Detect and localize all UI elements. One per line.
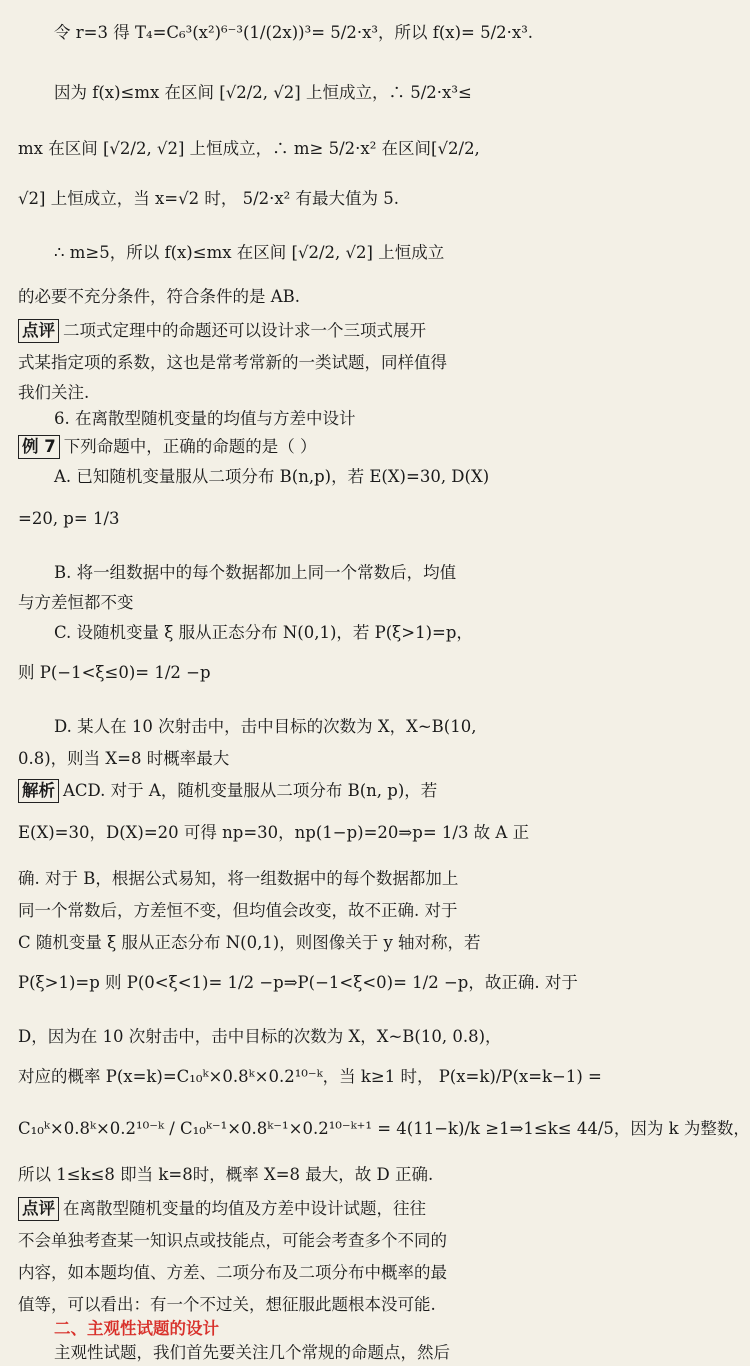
- text-line: [0, 714, 540, 740]
- line-text: 与方差恒都不变: [18, 593, 134, 612]
- text-line: [0, 746, 540, 772]
- line-text: 6. 在离散型随机变量的均值与方差中设计: [54, 409, 356, 428]
- text-line: [0, 80, 540, 106]
- text-line: [0, 380, 540, 406]
- text-line: [0, 1064, 602, 1090]
- text-line: [0, 406, 540, 432]
- line-text: 值等，可以看出：有一个不过关，想征服此题根本没可能.: [18, 1295, 436, 1314]
- text-line: [0, 620, 540, 646]
- text-line: [0, 1260, 540, 1286]
- line-text: 对应的概率 P(x=k)=C₁₀ᵏ×0.8ᵏ×0.2¹⁰⁻ᵏ，当 k≥1 时， P(x=k)/P(x=k−1) =: [18, 1067, 602, 1086]
- line-text: 内容，如本题均值、方差、二项分布及二项分布中概率的最: [18, 1263, 447, 1282]
- text-line: [0, 1162, 540, 1188]
- line-text: C₁₀ᵏ×0.8ᵏ×0.2¹⁰⁻ᵏ / C₁₀ᵏ⁻¹×0.8ᵏ⁻¹×0.2¹⁰⁻ᵏ⁺¹ = 4(11−k)/k ≥1⇒1≤k≤ 44/5，因为 k 为整数，: [18, 1119, 750, 1138]
- line-text: B. 将一组数据中的每个数据都加上同一个常数后，均值: [54, 563, 457, 582]
- line-text: C. 设随机变量 ξ 服从正态分布 N(0,1)，若 P(ξ>1)=p，: [54, 623, 473, 642]
- line-text: 同一个常数后，方差恒不变，但均值会改变，故不正确. 对于: [18, 901, 458, 920]
- section-heading: 二、主观性试题的设计: [54, 1319, 219, 1338]
- text-line: [0, 660, 540, 686]
- text-line: [0, 1292, 540, 1318]
- label-box: 点评: [18, 1197, 59, 1221]
- line-text: 因为 f(x)≤mx 在区间 [√2/2, √2] 上恒成立，∴ 5/2·x³≤: [54, 83, 472, 102]
- line-text: 0.8)，则当 X=8 时概率最大: [18, 749, 230, 768]
- text-line: [0, 186, 540, 212]
- line-text: 在离散型随机变量的均值及方差中设计试题，往往: [63, 1199, 426, 1218]
- line-text: ACD. 对于 A，随机变量服从二项分布 B(n, p)，若: [63, 781, 438, 800]
- line-text: 所以 1≤k≤8 即当 k=8时，概率 X=8 最大，故 D 正确.: [18, 1165, 434, 1184]
- text-line: [0, 464, 540, 490]
- line-text: P(ξ>1)=p 则 P(0<ξ<1)= 1/2 −p⇒P(−1<ξ<0)= 1/2 −p，故正确. 对于: [18, 973, 578, 992]
- text-line: [0, 506, 540, 532]
- line-text: mx 在区间 [√2/2, √2] 上恒成立，∴ m≥ 5/2·x² 在区间[√2/2,: [18, 139, 480, 158]
- line-text: 确. 对于 B，根据公式易知，将一组数据中的每个数据都加上: [18, 869, 459, 888]
- text-line: [0, 284, 540, 310]
- text-line: [0, 240, 540, 266]
- text-line: [0, 318, 540, 344]
- line-text: 令 r=3 得 T₄=C₆³(x²)⁶⁻³(1/(2x))³= 5/2·x³，所以 f(x)= 5/2·x³.: [54, 23, 534, 42]
- text-line: [0, 970, 578, 996]
- text-line: [0, 560, 540, 586]
- line-text: ∴ m≥5，所以 f(x)≤mx 在区间 [√2/2, √2] 上恒成立: [54, 243, 445, 262]
- label-box: 例 7: [18, 435, 60, 459]
- text-line: [0, 930, 540, 956]
- text-line: [0, 1196, 540, 1222]
- line-text: C 随机变量 ξ 服从正态分布 N(0,1)，则图像关于 y 轴对称，若: [18, 933, 481, 952]
- text-line: [0, 778, 540, 804]
- text-line: [0, 1228, 540, 1254]
- line-text: 下列命题中，正确的命题的是（ ）: [63, 437, 317, 456]
- line-text: 二项式定理中的命题还可以设计求一个三项式展开: [63, 321, 426, 340]
- line-text: D. 某人在 10 次射击中，击中目标的次数为 X，X~B(10,: [54, 717, 477, 736]
- paragraph-text: 主观性试题，我们首先要关注几个常规的命题点，然后: [54, 1343, 450, 1362]
- text-line: [0, 590, 540, 616]
- text-line: [0, 434, 540, 460]
- text-line: [0, 350, 540, 376]
- line-text: 我们关注.: [18, 383, 90, 402]
- line-text: 不会单独考查某一知识点或技能点，可能会考查多个不同的: [18, 1231, 447, 1250]
- text-line: [0, 1024, 540, 1050]
- label-box: 解析: [18, 779, 59, 803]
- label-box: 点评: [18, 319, 59, 343]
- text-line: [0, 20, 540, 46]
- text-line: [0, 866, 540, 892]
- line-text: 则 P(−1<ξ≤0)= 1/2 −p: [18, 663, 211, 682]
- text-line: [0, 136, 540, 162]
- line-text: √2] 上恒成立，当 x=√2 时， 5/2·x² 有最大值为 5.: [18, 189, 400, 208]
- line-text: A. 已知随机变量服从二项分布 B(n,p)，若 E(X)=30, D(X): [54, 467, 490, 486]
- text-line: [0, 1116, 750, 1142]
- text-line: [0, 898, 540, 924]
- line-text: D，因为在 10 次射击中，击中目标的次数为 X，X~B(10, 0.8)，: [18, 1027, 502, 1046]
- line-text: 的必要不充分条件，符合条件的是 AB.: [18, 287, 301, 306]
- line-text: E(X)=30，D(X)=20 可得 np=30，np(1−p)=20⇒p= 1/3 故 A 正: [18, 823, 530, 842]
- line-text: =20, p= 1/3: [18, 509, 120, 528]
- text-line: [0, 820, 540, 846]
- line-text: 式某指定项的系数，这也是常考常新的一类试题，同样值得: [18, 353, 447, 372]
